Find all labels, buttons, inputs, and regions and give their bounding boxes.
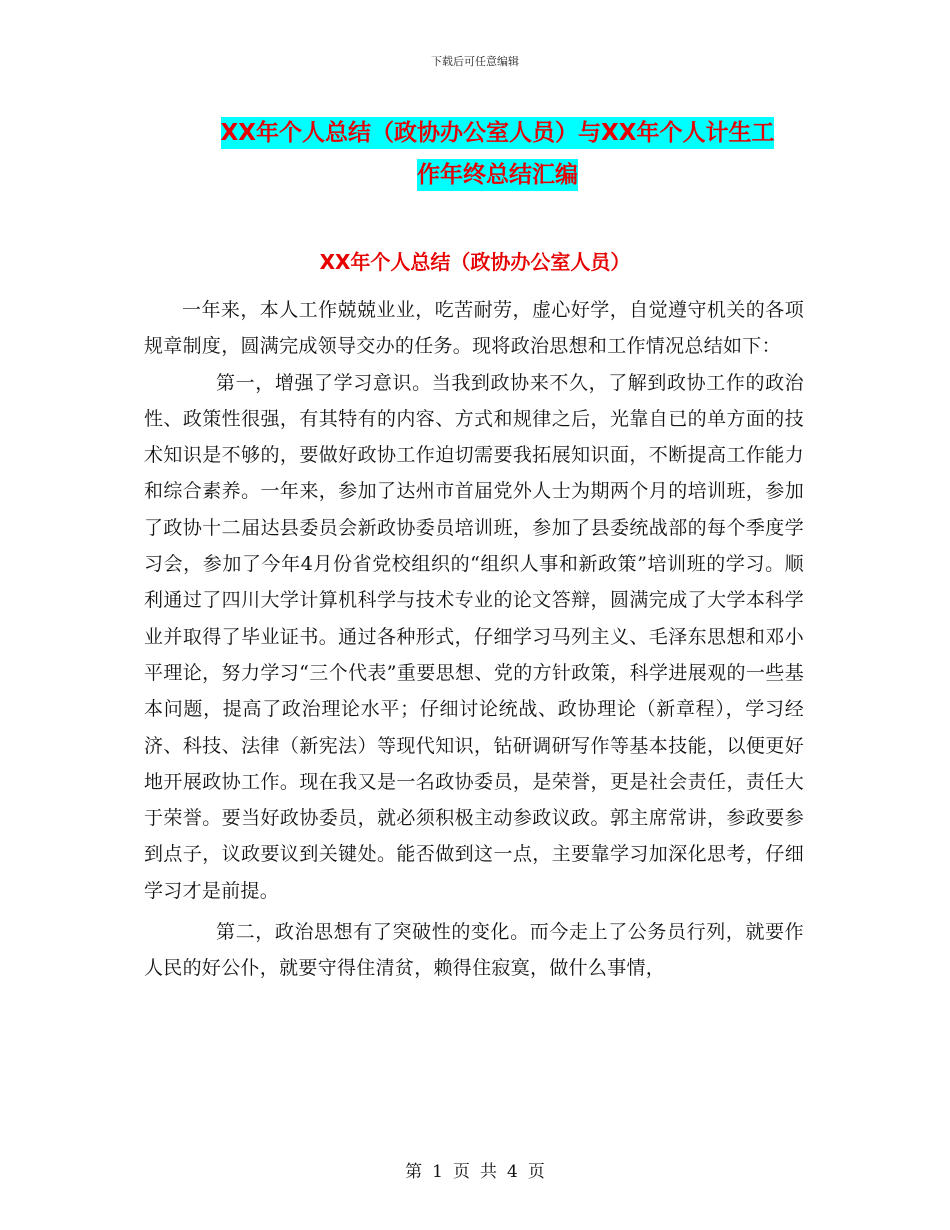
section-title: XX年个人总结（政协办公室人员） (319, 250, 631, 274)
page-footer (0, 1157, 950, 1182)
page-label-prefix: 第 (405, 1162, 423, 1182)
paragraph-second-point: 第二，政治思想有了突破性的变化。而今走上了公务员行列，就要作人民的好公仆，就要守得住清贫，赖得住寂寞，做什么事情， (144, 921, 804, 980)
page-number-total: 4 (507, 1162, 518, 1182)
paragraph-intro: 一年来，本人工作兢兢业业，吃苦耐劳，虚心好学，自觉遵守机关的各项规章制度，圆满完成领导交办的任务。现将政治思想和工作情况总结如下： (144, 299, 804, 358)
page-total-label: 共 (480, 1162, 497, 1182)
document-title-line-1: XX年个人总结（政协办公室人员）与XX年个人计生工 (221, 117, 775, 149)
page-number-current: 1 (432, 1162, 443, 1182)
page-label-suffix: 页 (527, 1162, 545, 1182)
document-title (140, 112, 855, 196)
paragraph-first-point: 第一，增强了学习意识。当我到政协来不久，了解到政协工作的政治性、政策性很强，有其特有的内容、方式和规律之后，光靠自已的单方面的技术知识是不够的，要做好政协工作迫切需要我拓展知识面，不断提高工作能力和综合素养。一年来，参加了达州市首届党外人士为期两个月的培训班，参加了政协十二届达县委员会新政协委员培训班，参加了县委统战部的每个季度学习会，参加了今年4月份省党校组织的“组织人事和新政策”培训班的学习。顺利通过了四川大学计算机科学与技术专业的论文答辩，圆满完成了大学本科学业并取得了毕业证书。通过各种形式，仔细学习马列主义、毛泽东思想和邓小平理论，努力学习“三个代表”重要思想、党的方针政策，科学进展观的一些基本问题，提高了政治理论水平；仔细讨论统战、政协理论（新章程），学习经济、科技、法律（新宪法）等现代知识，钻研调研写作等基本技能，以便更好地开展政协工作。现在我又是一名政协委员，是荣誉，更是社会责任，责任大于荣誉。要当好政协委员，就必须积极主动参政议政。郭主席常讲，参政要参到点子，议政要议到关键处。能否做到这一点，主要靠学习加深化思考，仔细学习才是前提。 (144, 371, 804, 902)
page-label-mid: 页 (453, 1162, 470, 1182)
header-note: 下载后可任意编辑 (431, 55, 519, 68)
document-body (144, 292, 804, 987)
document-title-line-2: 作年终总结汇编 (417, 159, 578, 191)
